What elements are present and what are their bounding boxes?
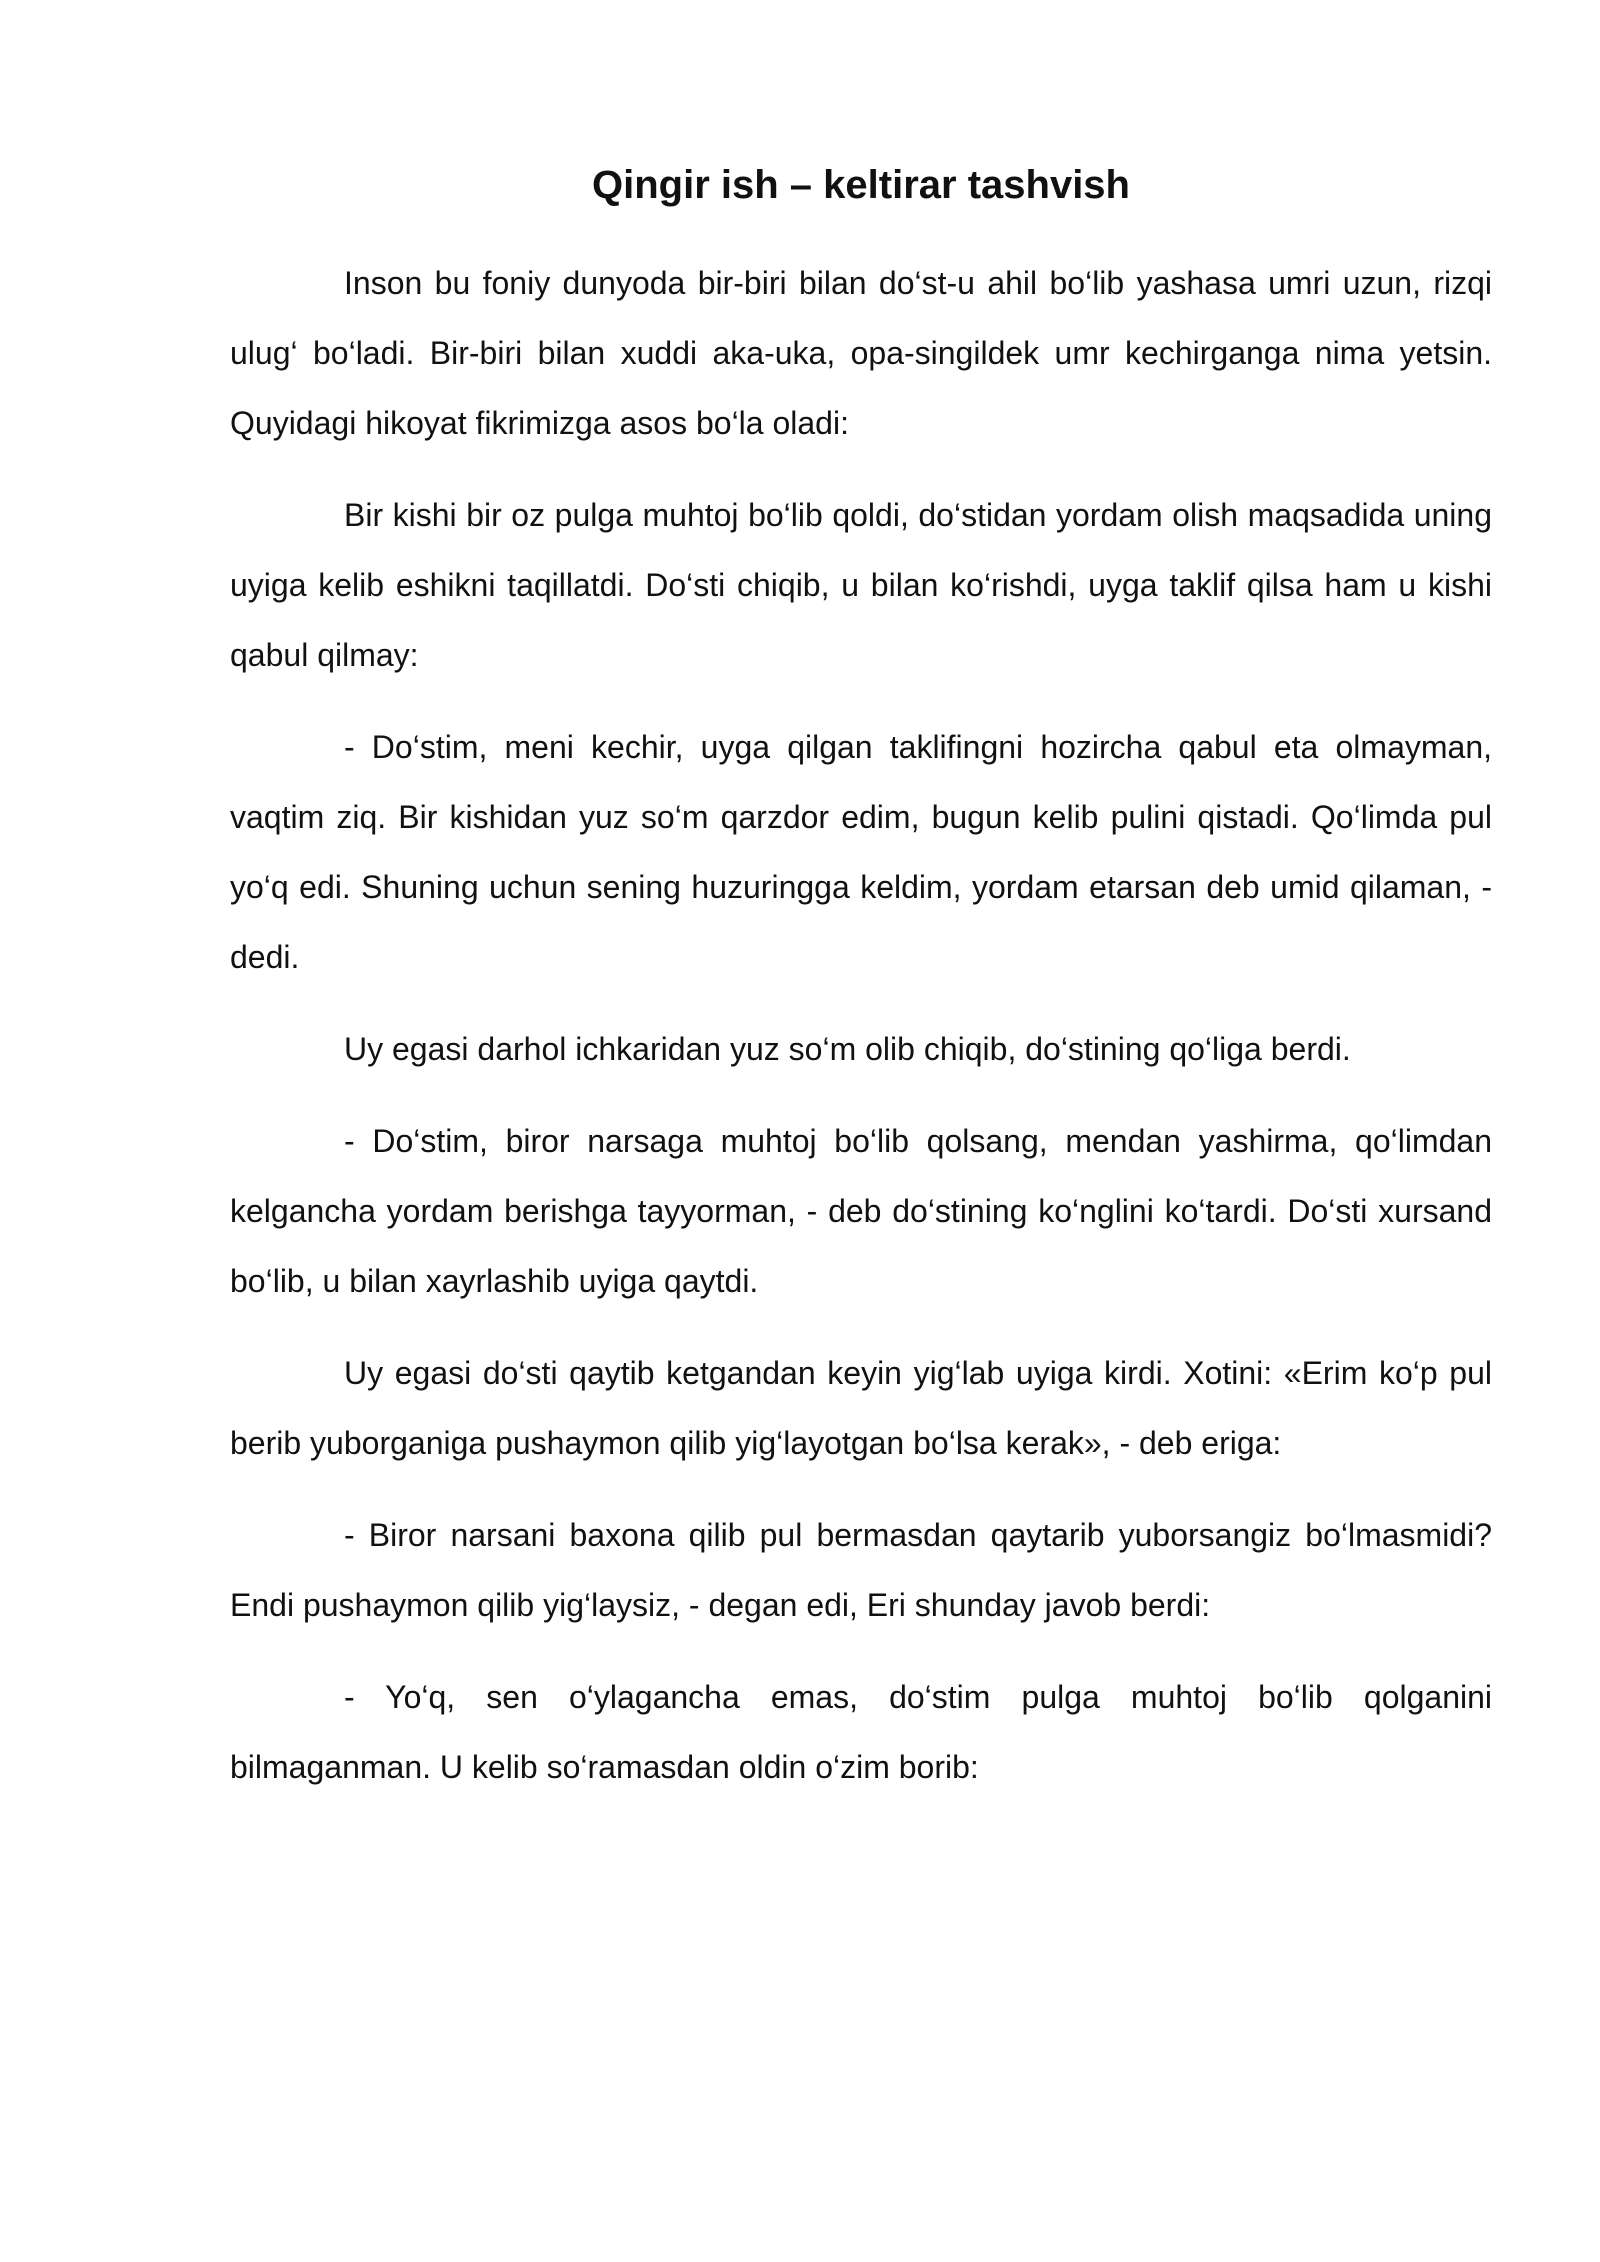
paragraph: Uy egasi do‘sti qaytib ketgandan keyin yig‘lab uyiga kirdi. Xotini: «Erim ko‘p pul berib yuborganiga pushaymon qilib yig‘layotgan bo‘lsa kerak», - deb eriga: bbox=[230, 1355, 1492, 1461]
paragraph: - Biror narsani baxona qilib pul bermasdan qaytarib yuborsangiz bo‘lmasmidi? Endi pushaymon qilib yig‘laysiz, - degan edi, Eri shunday javob berdi: bbox=[230, 1517, 1492, 1623]
paragraph: - Do‘stim, biror narsaga muhtoj bo‘lib qolsang, mendan yashirma, qo‘limdan kelgancha yordam berishga tayyorman, - deb do‘stining ko‘nglini ko‘tardi. Do‘sti xursand bo‘lib, u bilan xayrlashib uyiga qaytdi. bbox=[230, 1123, 1492, 1299]
paragraph: Inson bu foniy dunyoda bir-biri bilan do‘st-u ahil bo‘lib yashasa umri uzun, rizqi ulug‘ bo‘ladi. Bir-biri bilan xuddi aka-uka, opa-singildek umr kechirganga nima yetsin. Quyidagi hikoyat fikrimizga asos bo‘la oladi: bbox=[230, 265, 1492, 441]
paragraph: - Do‘stim, meni kechir, uyga qilgan taklifingni hozircha qabul eta olmayman, vaqtim ziq. Bir kishidan yuz so‘m qarzdor edim, bugun kelib pulini qistadi. Qo‘limda pul yo‘q edi. Shuning uchun sening huzuringga keldim, yordam etarsan deb umid qilaman, - dedi. bbox=[230, 729, 1492, 975]
document-title: Qingir ish – keltirar tashvish bbox=[592, 163, 1130, 207]
document-page bbox=[230, 150, 1492, 1802]
paragraph: Bir kishi bir oz pulga muhtoj bo‘lib qoldi, do‘stidan yordam olish maqsadida uning uyiga kelib eshikni taqillatdi. Do‘sti chiqib, u bilan ko‘rishdi, uyga taklif qilsa ham u kishi qabul qilmay: bbox=[230, 497, 1492, 673]
paragraph: Uy egasi darhol ichkaridan yuz so‘m olib chiqib, do‘stining qo‘liga berdi. bbox=[344, 1031, 1351, 1067]
paragraph: - Yo‘q, sen o‘ylagancha emas, do‘stim pulga muhtoj bo‘lib qolganini bilmaganman. U kelib so‘ramasdan oldin o‘zim borib: bbox=[230, 1679, 1492, 1785]
